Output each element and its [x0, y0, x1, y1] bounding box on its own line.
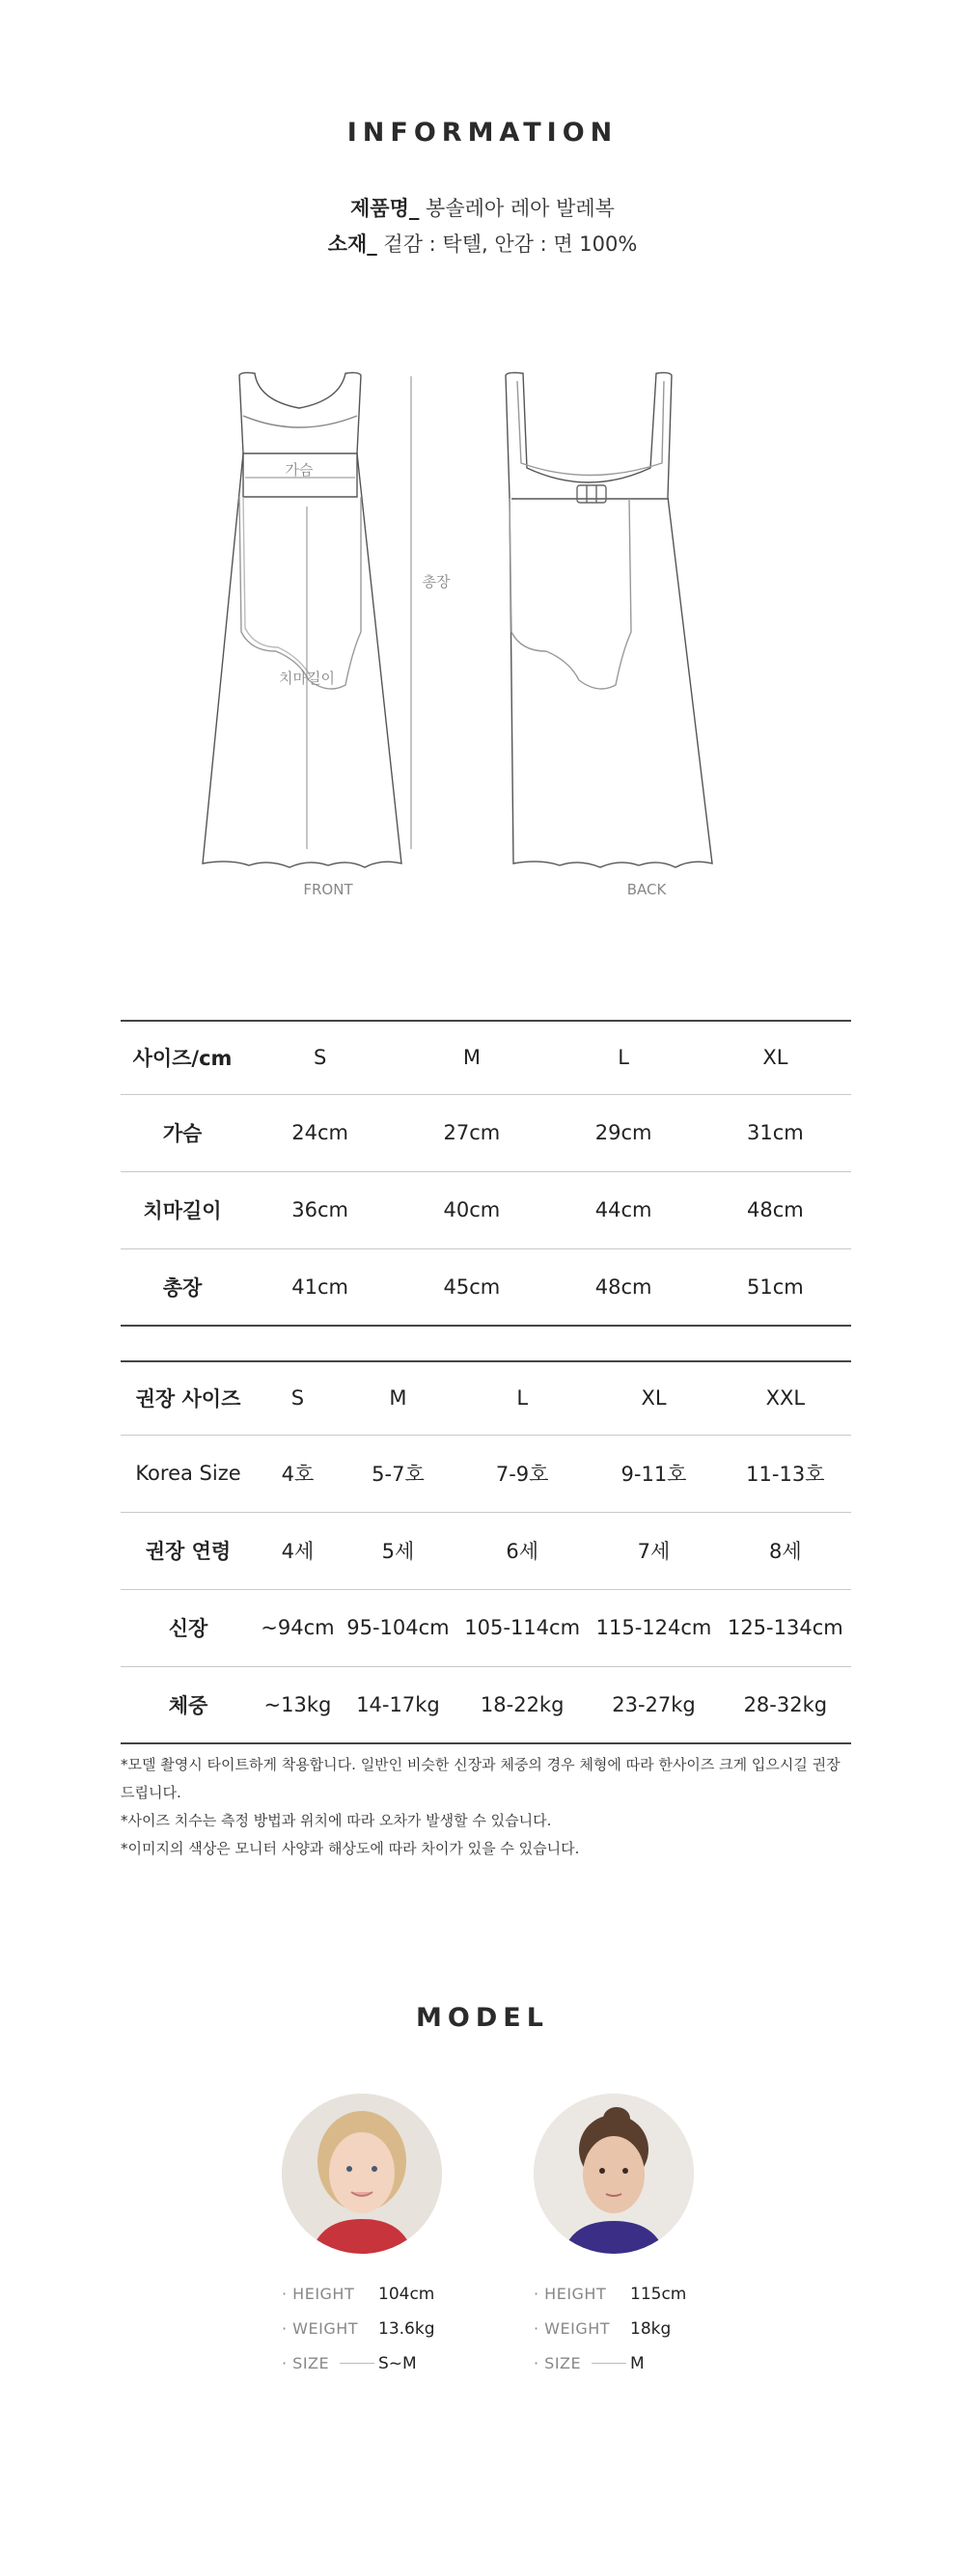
recommend-header-cell: XXL: [720, 1361, 851, 1435]
table-cell: 5-7호: [340, 1435, 456, 1512]
row-label: 신장: [121, 1589, 256, 1666]
table-cell: 29cm: [548, 1094, 700, 1171]
material-value: 겉감 : 탁텔, 안감 : 면 100%: [383, 233, 638, 256]
table-row: [121, 1094, 851, 1171]
table-cell: 23-27kg: [588, 1666, 719, 1743]
size-header-cell: L: [548, 1021, 700, 1094]
table-cell: 8세: [720, 1512, 851, 1589]
table-cell: 28-32kg: [720, 1666, 851, 1743]
note-line: *이미지의 색상은 모니터 사양과 해상도에 따라 차이가 있을 수 있습니다.: [121, 1840, 580, 1857]
model-title: MODEL: [416, 2003, 549, 2033]
row-label: 가슴: [121, 1094, 244, 1171]
model-photo-2: [534, 2094, 694, 2254]
row-label: 체중: [121, 1666, 256, 1743]
product-name-value: 봉솔레아 레아 발레복: [426, 197, 615, 220]
table-cell: 44cm: [548, 1171, 700, 1248]
height-label: · HEIGHT: [534, 2285, 607, 2303]
back-label: BACK: [626, 881, 667, 898]
table-cell: 4호: [256, 1435, 340, 1512]
height-value: 104cm: [378, 2285, 435, 2304]
size-table-header: [121, 1021, 851, 1094]
table-cell: 7-9호: [456, 1435, 588, 1512]
table-row: [121, 1171, 851, 1248]
back-dress-outline: [506, 372, 712, 867]
table-cell: 105-114cm: [456, 1589, 588, 1666]
garment-sketch: [183, 362, 801, 902]
recommend-header-cell: XL: [588, 1361, 719, 1435]
size-header-cell: XL: [700, 1021, 851, 1094]
model-size-row: [534, 2354, 775, 2389]
table-row: [121, 1512, 851, 1589]
height-value: 115cm: [630, 2285, 687, 2304]
table-cell: 48cm: [700, 1171, 851, 1248]
size-value: M: [630, 2354, 645, 2373]
note-line: *모델 촬영시 타이트하게 착용합니다. 일반인 비슷한 신장과 체중의 경우 체형에 따라 한사이즈 크게 입으시길 권장드립니다.: [121, 1756, 841, 1801]
table-cell: 125-134cm: [720, 1589, 851, 1666]
row-label: 치마길이: [121, 1171, 244, 1248]
size-label: · SIZE: [534, 2354, 582, 2372]
recommend-table-header: [121, 1361, 851, 1435]
size-header-cell: 사이즈/cm: [121, 1021, 244, 1094]
weight-value: 18kg: [630, 2319, 672, 2339]
total-length-label: 총장: [422, 573, 451, 590]
front-label: FRONT: [303, 881, 353, 898]
table-row: [121, 1589, 851, 1666]
weight-value: 13.6kg: [378, 2319, 435, 2339]
table-cell: 27cm: [396, 1094, 547, 1171]
row-label: Korea Size: [121, 1435, 256, 1512]
table-cell: 95-104cm: [340, 1589, 456, 1666]
chest-label: 가슴: [285, 461, 314, 479]
table-cell: 9-11호: [588, 1435, 719, 1512]
material-line: [0, 229, 965, 258]
model-height-row: [282, 2285, 523, 2319]
recommend-header-cell: M: [340, 1361, 456, 1435]
model-photo-1: [282, 2094, 442, 2254]
table-cell: 11-13호: [720, 1435, 851, 1512]
skirt-length-label: 치마길이: [279, 670, 335, 687]
table-cell: ~13kg: [256, 1666, 340, 1743]
table-cell: 36cm: [244, 1171, 396, 1248]
table-cell: 4세: [256, 1512, 340, 1589]
table-cell: 6세: [456, 1512, 588, 1589]
size-header-cell: M: [396, 1021, 547, 1094]
model-height-row: [534, 2285, 775, 2319]
row-label: 총장: [121, 1248, 244, 1326]
size-header-cell: S: [244, 1021, 396, 1094]
material-label: 소재_: [327, 233, 377, 256]
model-card: [282, 2094, 523, 2389]
table-row: [121, 1248, 851, 1326]
table-cell: ~94cm: [256, 1589, 340, 1666]
weight-label: · WEIGHT: [534, 2319, 611, 2338]
table-cell: 14-17kg: [340, 1666, 456, 1743]
table-cell: 31cm: [700, 1094, 851, 1171]
size-table: [121, 1020, 851, 1327]
recommend-header-cell: L: [456, 1361, 588, 1435]
height-label: · HEIGHT: [282, 2285, 355, 2303]
front-dress-outline: [203, 372, 401, 867]
product-name-label: 제품명_: [350, 197, 420, 220]
table-row: [121, 1666, 851, 1743]
size-label: · SIZE: [282, 2354, 330, 2372]
table-row: [121, 1435, 851, 1512]
model-size-row: [282, 2354, 523, 2389]
recommend-size-table: [121, 1360, 851, 1744]
size-value: S~M: [378, 2354, 417, 2373]
information-title: INFORMATION: [346, 118, 619, 148]
recommend-header-cell: 권장 사이즈: [121, 1361, 256, 1435]
table-cell: 18-22kg: [456, 1666, 588, 1743]
note-line: *사이즈 치수는 측정 방법과 위치에 따라 오차가 발생할 수 있습니다.: [121, 1812, 552, 1829]
model-weight-row: [282, 2319, 523, 2354]
product-name-line: [0, 193, 965, 222]
table-cell: 45cm: [396, 1248, 547, 1326]
weight-label: · WEIGHT: [282, 2319, 359, 2338]
table-cell: 5세: [340, 1512, 456, 1589]
model-card: [534, 2094, 775, 2389]
size-dash: [592, 2363, 626, 2364]
table-cell: 48cm: [548, 1248, 700, 1326]
model-weight-row: [534, 2319, 775, 2354]
table-cell: 41cm: [244, 1248, 396, 1326]
recommend-header-cell: S: [256, 1361, 340, 1435]
table-cell: 51cm: [700, 1248, 851, 1326]
size-dash: [340, 2363, 374, 2364]
row-label: 권장 연령: [121, 1512, 256, 1589]
table-cell: 115-124cm: [588, 1589, 719, 1666]
size-notes: [121, 1751, 854, 1863]
table-cell: 40cm: [396, 1171, 547, 1248]
table-cell: 7세: [588, 1512, 719, 1589]
table-cell: 24cm: [244, 1094, 396, 1171]
